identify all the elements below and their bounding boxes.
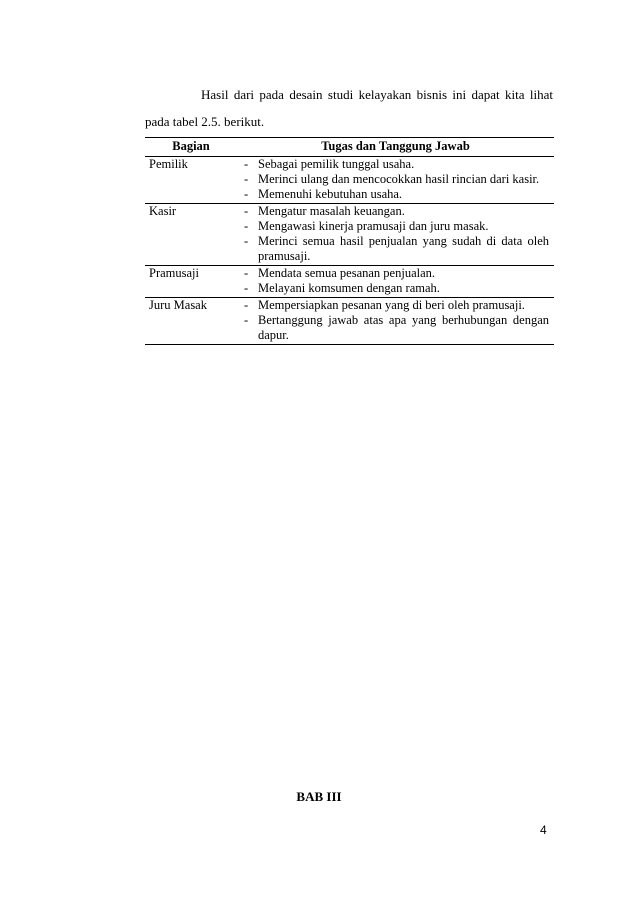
duties-cell <box>237 157 554 204</box>
duties-list <box>240 298 551 343</box>
list-item <box>240 234 551 264</box>
duty-text: Memenuhi kebutuhan usaha. <box>258 187 403 201</box>
duties-cell <box>237 204 554 266</box>
duties-list <box>240 204 551 264</box>
duties-list <box>240 266 551 296</box>
list-item <box>240 313 551 343</box>
duty-text: Mempersiapkan pesanan yang di beri oleh pramusaji. <box>258 298 525 312</box>
page-number: 4 <box>540 823 547 837</box>
duty-text: Mendata semua pesanan penjualan. <box>258 266 436 280</box>
list-item <box>240 172 551 187</box>
table-row <box>145 298 554 345</box>
table-row <box>145 157 554 204</box>
body-paragraph-line-2: pada tabel 2.5. berikut. <box>145 114 265 129</box>
bullet-dash: - <box>244 281 249 295</box>
table-header-row <box>145 138 554 157</box>
list-item <box>240 219 551 234</box>
duty-text: Mengawasi kinerja pramusaji dan juru masak. <box>258 219 489 233</box>
bullet-dash: - <box>244 298 249 312</box>
duties-cell <box>237 298 554 345</box>
bullet-dash: - <box>244 313 249 327</box>
duties-cell <box>237 266 554 298</box>
duty-text: Mengatur masalah keuangan. <box>258 204 405 218</box>
list-item <box>240 298 551 313</box>
header-tugas: Tugas dan Tanggung Jawab <box>237 138 554 157</box>
bullet-dash: - <box>244 219 249 233</box>
bullet-dash: - <box>244 234 249 248</box>
header-bagian: Bagian <box>145 138 237 157</box>
role-cell: Juru Masak <box>145 298 237 345</box>
list-item <box>240 157 551 172</box>
duty-text: Sebagai pemilik tunggal usaha. <box>258 157 415 171</box>
table-row <box>145 204 554 266</box>
role-cell: Pemilik <box>145 157 237 204</box>
responsibility-table <box>145 137 554 345</box>
bullet-dash: - <box>244 204 249 218</box>
chapter-heading: BAB III <box>296 789 342 804</box>
list-item <box>240 204 551 219</box>
bullet-dash: - <box>244 157 249 171</box>
bullet-dash: - <box>244 172 249 186</box>
duties-list <box>240 157 551 202</box>
duty-text: Melayani komsumen dengan ramah. <box>258 281 440 295</box>
list-item <box>240 266 551 281</box>
duty-text: Bertanggung jawab atas apa yang berhubungan dengan dapur. <box>258 313 549 342</box>
list-item <box>240 187 551 202</box>
body-paragraph-line-1: Hasil dari pada desain studi kelayakan bisnis ini dapat kita lihat <box>201 87 553 102</box>
duty-text: Merinci ulang dan mencocokkan hasil rincian dari kasir. <box>258 172 540 186</box>
bullet-dash: - <box>244 266 249 280</box>
table-row <box>145 266 554 298</box>
role-cell: Pramusaji <box>145 266 237 298</box>
list-item <box>240 281 551 296</box>
duty-text: Merinci semua hasil penjualan yang sudah di data oleh pramusaji. <box>258 234 549 263</box>
role-cell: Kasir <box>145 204 237 266</box>
bullet-dash: - <box>244 187 249 201</box>
